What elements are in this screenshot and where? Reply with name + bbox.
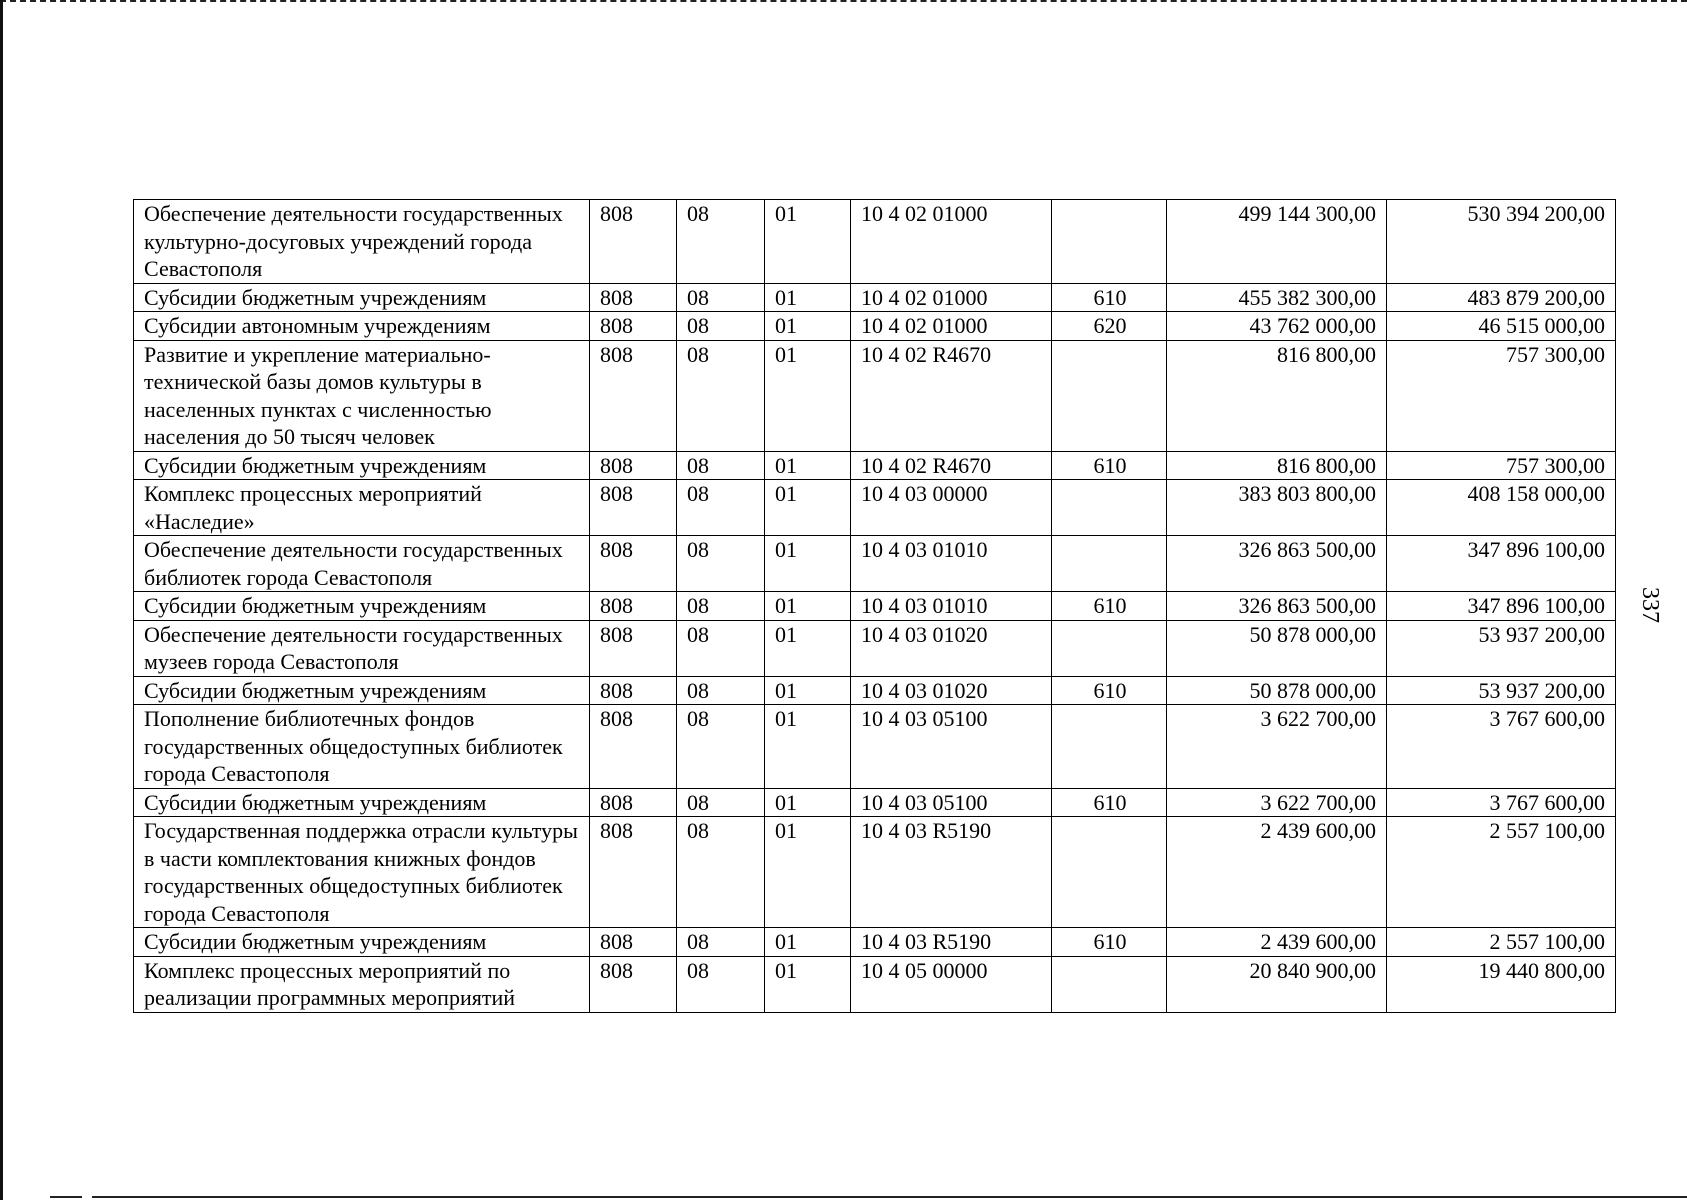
cell-vr: 620 bbox=[1052, 312, 1167, 341]
cell-sum-2: 347 896 100,00 bbox=[1387, 592, 1616, 621]
cell-pr: 01 bbox=[765, 200, 851, 284]
cell-rz: 08 bbox=[677, 676, 765, 705]
page-number: 337 bbox=[1637, 587, 1663, 623]
cell-sum-2: 483 879 200,00 bbox=[1387, 283, 1616, 312]
cell-ved: 808 bbox=[590, 705, 677, 789]
cell-ved: 808 bbox=[590, 620, 677, 676]
cell-ved: 808 bbox=[590, 676, 677, 705]
scan-edge-gap bbox=[82, 1194, 92, 1200]
cell-name: Субсидии бюджетным учреждениям bbox=[134, 788, 590, 817]
cell-csr: 10 4 03 01010 bbox=[851, 592, 1052, 621]
cell-sum-1: 20 840 900,00 bbox=[1167, 956, 1387, 1012]
cell-name: Субсидии бюджетным учреждениям bbox=[134, 928, 590, 957]
scan-edge-bottom bbox=[50, 1196, 1687, 1198]
budget-table bbox=[133, 199, 1616, 1013]
cell-pr: 01 bbox=[765, 676, 851, 705]
cell-vr: 610 bbox=[1052, 592, 1167, 621]
cell-sum-2: 2 557 100,00 bbox=[1387, 928, 1616, 957]
cell-name: Обеспечение деятельности государственных музеев города Севастополя bbox=[134, 620, 590, 676]
cell-sum-2: 53 937 200,00 bbox=[1387, 676, 1616, 705]
cell-pr: 01 bbox=[765, 956, 851, 1012]
cell-sum-1: 2 439 600,00 bbox=[1167, 817, 1387, 928]
cell-name: Государственная поддержка отрасли культуры в части комплектования книжных фондов государственных общедоступных библиотек города Севастополя bbox=[134, 817, 590, 928]
table-row bbox=[134, 451, 1616, 480]
cell-vr: 610 bbox=[1052, 283, 1167, 312]
table-row bbox=[134, 817, 1616, 928]
cell-vr bbox=[1052, 480, 1167, 536]
cell-sum-1: 455 382 300,00 bbox=[1167, 283, 1387, 312]
cell-sum-1: 43 762 000,00 bbox=[1167, 312, 1387, 341]
cell-pr: 01 bbox=[765, 620, 851, 676]
table-row bbox=[134, 676, 1616, 705]
cell-sum-1: 50 878 000,00 bbox=[1167, 620, 1387, 676]
cell-name: Субсидии бюджетным учреждениям bbox=[134, 451, 590, 480]
cell-csr: 10 4 03 R5190 bbox=[851, 817, 1052, 928]
cell-csr: 10 4 02 R4670 bbox=[851, 340, 1052, 451]
table-row bbox=[134, 536, 1616, 592]
cell-vr bbox=[1052, 705, 1167, 789]
cell-pr: 01 bbox=[765, 451, 851, 480]
cell-pr: 01 bbox=[765, 705, 851, 789]
table-row bbox=[134, 340, 1616, 451]
cell-rz: 08 bbox=[677, 480, 765, 536]
cell-rz: 08 bbox=[677, 705, 765, 789]
cell-vr bbox=[1052, 200, 1167, 284]
cell-sum-2: 19 440 800,00 bbox=[1387, 956, 1616, 1012]
cell-vr bbox=[1052, 340, 1167, 451]
cell-pr: 01 bbox=[765, 536, 851, 592]
cell-name: Субсидии бюджетным учреждениям bbox=[134, 283, 590, 312]
cell-name: Обеспечение деятельности государственных культурно-досуговых учреждений города Севастополя bbox=[134, 200, 590, 284]
cell-csr: 10 4 02 01000 bbox=[851, 283, 1052, 312]
cell-pr: 01 bbox=[765, 283, 851, 312]
cell-sum-1: 326 863 500,00 bbox=[1167, 592, 1387, 621]
cell-name: Комплекс процессных мероприятий «Наследие» bbox=[134, 480, 590, 536]
table-row bbox=[134, 592, 1616, 621]
cell-sum-1: 2 439 600,00 bbox=[1167, 928, 1387, 957]
cell-name: Пополнение библиотечных фондов государственных общедоступных библиотек города Севастополя bbox=[134, 705, 590, 789]
cell-rz: 08 bbox=[677, 283, 765, 312]
cell-csr: 10 4 03 00000 bbox=[851, 480, 1052, 536]
table-row bbox=[134, 620, 1616, 676]
cell-sum-1: 326 863 500,00 bbox=[1167, 536, 1387, 592]
cell-ved: 808 bbox=[590, 283, 677, 312]
cell-rz: 08 bbox=[677, 620, 765, 676]
cell-csr: 10 4 03 05100 bbox=[851, 788, 1052, 817]
cell-csr: 10 4 02 01000 bbox=[851, 200, 1052, 284]
cell-sum-1: 383 803 800,00 bbox=[1167, 480, 1387, 536]
cell-vr: 610 bbox=[1052, 788, 1167, 817]
cell-ved: 808 bbox=[590, 312, 677, 341]
cell-csr: 10 4 05 00000 bbox=[851, 956, 1052, 1012]
cell-sum-2: 757 300,00 bbox=[1387, 340, 1616, 451]
cell-rz: 08 bbox=[677, 788, 765, 817]
cell-sum-2: 347 896 100,00 bbox=[1387, 536, 1616, 592]
cell-rz: 08 bbox=[677, 200, 765, 284]
table-body bbox=[134, 200, 1616, 1013]
cell-sum-2: 3 767 600,00 bbox=[1387, 788, 1616, 817]
cell-sum-1: 3 622 700,00 bbox=[1167, 705, 1387, 789]
cell-name: Субсидии бюджетным учреждениям bbox=[134, 676, 590, 705]
cell-vr bbox=[1052, 956, 1167, 1012]
cell-ved: 808 bbox=[590, 928, 677, 957]
cell-ved: 808 bbox=[590, 480, 677, 536]
cell-csr: 10 4 03 R5190 bbox=[851, 928, 1052, 957]
cell-name: Субсидии автономным учреждениям bbox=[134, 312, 590, 341]
cell-csr: 10 4 03 01020 bbox=[851, 676, 1052, 705]
cell-csr: 10 4 03 01010 bbox=[851, 536, 1052, 592]
cell-csr: 10 4 03 05100 bbox=[851, 705, 1052, 789]
cell-pr: 01 bbox=[765, 592, 851, 621]
cell-ved: 808 bbox=[590, 592, 677, 621]
cell-rz: 08 bbox=[677, 817, 765, 928]
cell-rz: 08 bbox=[677, 451, 765, 480]
cell-csr: 10 4 02 01000 bbox=[851, 312, 1052, 341]
cell-pr: 01 bbox=[765, 788, 851, 817]
cell-sum-1: 816 800,00 bbox=[1167, 340, 1387, 451]
cell-name: Обеспечение деятельности государственных библиотек города Севастополя bbox=[134, 536, 590, 592]
cell-rz: 08 bbox=[677, 928, 765, 957]
cell-vr: 610 bbox=[1052, 676, 1167, 705]
table-row bbox=[134, 480, 1616, 536]
cell-ved: 808 bbox=[590, 788, 677, 817]
cell-sum-2: 53 937 200,00 bbox=[1387, 620, 1616, 676]
cell-pr: 01 bbox=[765, 480, 851, 536]
cell-sum-2: 757 300,00 bbox=[1387, 451, 1616, 480]
cell-ved: 808 bbox=[590, 340, 677, 451]
cell-sum-2: 408 158 000,00 bbox=[1387, 480, 1616, 536]
cell-ved: 808 bbox=[590, 451, 677, 480]
cell-vr bbox=[1052, 536, 1167, 592]
cell-name: Комплекс процессных мероприятий по реализации программных мероприятий bbox=[134, 956, 590, 1012]
cell-pr: 01 bbox=[765, 928, 851, 957]
cell-sum-2: 530 394 200,00 bbox=[1387, 200, 1616, 284]
cell-sum-1: 50 878 000,00 bbox=[1167, 676, 1387, 705]
cell-csr: 10 4 03 01020 bbox=[851, 620, 1052, 676]
cell-name: Развитие и укрепление материально-технической базы домов культуры в населенных пунктах с численностью населения до 50 тысяч человек bbox=[134, 340, 590, 451]
table-row bbox=[134, 788, 1616, 817]
table-row bbox=[134, 312, 1616, 341]
cell-csr: 10 4 02 R4670 bbox=[851, 451, 1052, 480]
cell-rz: 08 bbox=[677, 956, 765, 1012]
table-row bbox=[134, 928, 1616, 957]
cell-vr bbox=[1052, 817, 1167, 928]
cell-sum-1: 3 622 700,00 bbox=[1167, 788, 1387, 817]
scan-edge-top bbox=[0, 0, 1687, 2]
cell-rz: 08 bbox=[677, 312, 765, 341]
cell-vr: 610 bbox=[1052, 928, 1167, 957]
cell-sum-2: 3 767 600,00 bbox=[1387, 705, 1616, 789]
cell-sum-2: 46 515 000,00 bbox=[1387, 312, 1616, 341]
cell-pr: 01 bbox=[765, 817, 851, 928]
cell-ved: 808 bbox=[590, 536, 677, 592]
cell-ved: 808 bbox=[590, 956, 677, 1012]
cell-rz: 08 bbox=[677, 592, 765, 621]
cell-sum-1: 499 144 300,00 bbox=[1167, 200, 1387, 284]
cell-ved: 808 bbox=[590, 200, 677, 284]
table-row bbox=[134, 956, 1616, 1012]
table-row bbox=[134, 705, 1616, 789]
cell-pr: 01 bbox=[765, 340, 851, 451]
scan-edge-left bbox=[0, 0, 3, 1200]
cell-rz: 08 bbox=[677, 340, 765, 451]
table-row bbox=[134, 283, 1616, 312]
table-row bbox=[134, 200, 1616, 284]
cell-vr bbox=[1052, 620, 1167, 676]
cell-ved: 808 bbox=[590, 817, 677, 928]
cell-vr: 610 bbox=[1052, 451, 1167, 480]
cell-name: Субсидии бюджетным учреждениям bbox=[134, 592, 590, 621]
cell-sum-2: 2 557 100,00 bbox=[1387, 817, 1616, 928]
cell-rz: 08 bbox=[677, 536, 765, 592]
cell-sum-1: 816 800,00 bbox=[1167, 451, 1387, 480]
cell-pr: 01 bbox=[765, 312, 851, 341]
